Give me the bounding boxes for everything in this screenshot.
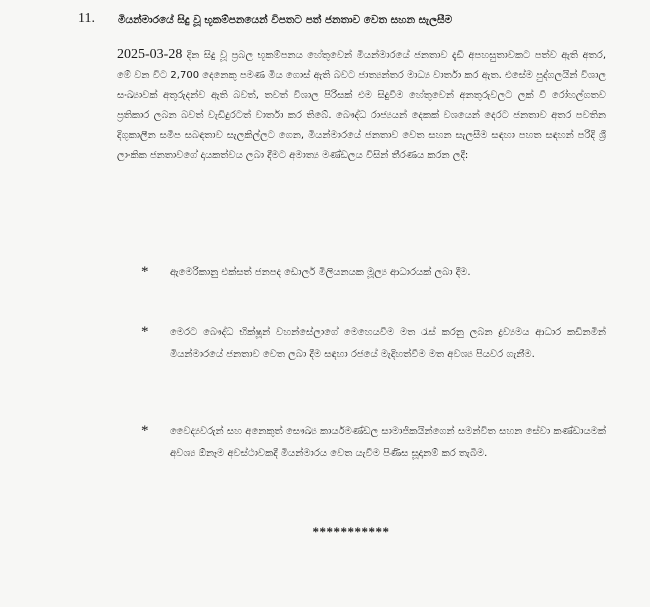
- bullet-marker: *: [141, 324, 149, 340]
- item-number: 11.: [78, 11, 95, 26]
- closing-separator: ***********: [312, 524, 390, 539]
- decision-bullet-1: ඇමෙරිකානු එක්සත් ජනපද ඩොලර් මිලියනයක මූල්‍ය ආධාරයක් ලබා දීම.: [170, 267, 471, 278]
- bullet-marker: *: [141, 423, 149, 439]
- bullet-marker: *: [141, 264, 149, 280]
- body-text: දින සිදු වූ ප්‍රබල භූකම්පනය හේතුවෙන් මියන්මාරයේ ජනතාව දැඩි අපහසුතාවකට පත්ව ඇති අතර, මේ වන විට 2,700 දෙනෙකු පමණ මිය ගොස් ඇති බවට ජාත්‍යන්තර මාධ්‍ය වාර්තා කර ඇත. එසේම පුද්ගලයින් විශාල සංඛ්‍යාවක් අතුරුදන්ව ඇති බවත්, තවත් විශාල පිරිසක් එම සිදුවීම හේතුවෙන් අනතුරුවලට ලක් වී රෝහල්ගතව ප්‍රතිකාර ලබන බවත් වැඩිදුරටත් වාර්තා කර තිබේ. බෞද්ධ රාජ්‍යයන් දෙකක් වශයෙන් දෙරට ජනතාව අතර පවතින දිගුකාලීන සමීප සබඳතාව සැලකිල්ලට ගෙන, මියන්මාරයේ ජනතාව වෙත සහන සැලසීම සඳහා පහත සඳහන් පරිදි ශ්‍රී ලාංකික ජනතාවගේ දායකත්වය ලබා දීමට අමාත්‍ය මණ්ඩලය විසින් තීරණය කරන ලදී:: [117, 50, 606, 161]
- section-heading: මියන්මාරයේ සිදු වූ භූකම්පනයෙන් විපතට පත් ජනතාව වෙත සහන සැලසීම: [118, 14, 453, 26]
- incident-date: 2025-03-28: [117, 47, 183, 62]
- body-paragraph: [117, 45, 606, 165]
- decision-bullet-3: වෛද්‍යවරුන් සහ අනෙකුත් සෞඛ්‍ය කාර්යමණ්ඩල සාමාජිකයින්ගෙන් සමන්විත සහන සේවා කණ්ඩායමක් අවශ්‍ය ඕනෑම අවස්ථාවකදී මියන්මාරය වෙත යැවීම පිණිස සූදානම් කර තැබීම.: [170, 426, 606, 459]
- decision-bullet-2: මෙරට බෞද්ධ භික්ෂූන් වහන්සේලාගේ මෙහෙයවීම මත රැස් කරනු ලබන ද්‍රව්‍යමය ආධාර කඩිනමින් මියන්මාරයේ ජනතාව වෙත ලබා දීම සඳහා රජයේ මැදිහත්වීම මත අවශ්‍ය පියවර ගැනීම.: [170, 327, 606, 360]
